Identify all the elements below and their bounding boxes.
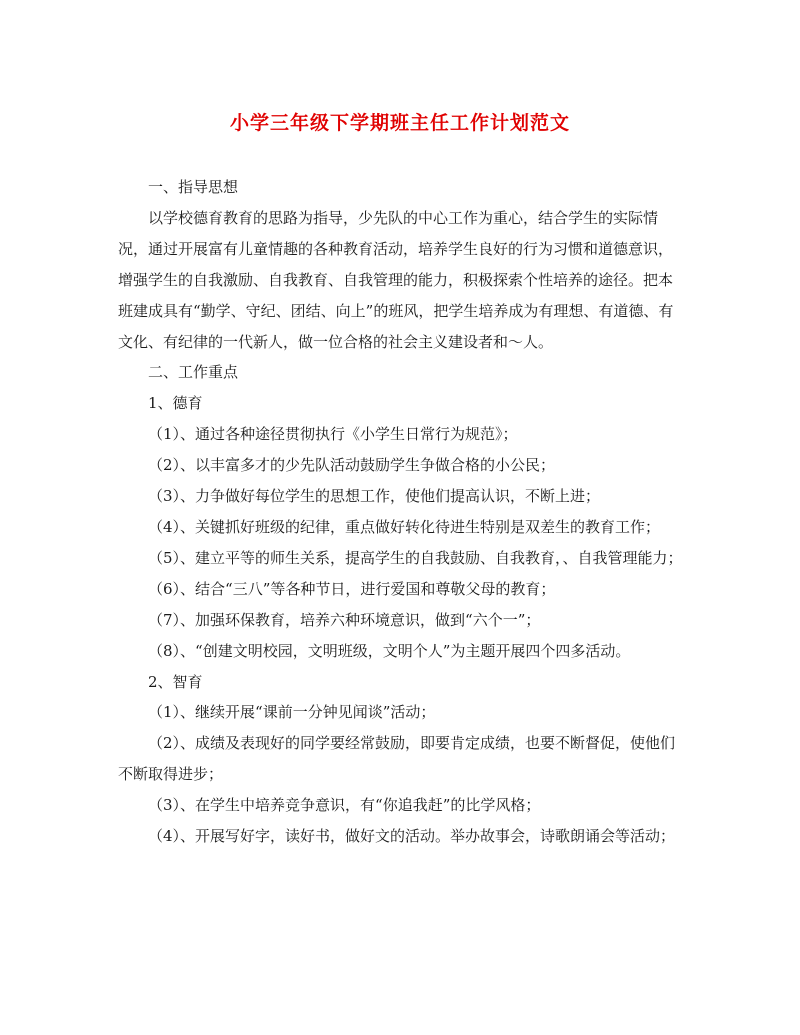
list-item: （8）、“创建文明校园，文明班级，文明个人”为主题开展四个四多活动。	[148, 641, 631, 660]
list-item: （5）、建立平等的师生关系，提高学生的自我鼓励、自我教育，、自我管理能力；	[148, 548, 683, 567]
subsection-heading-intellectual-education: 2、智育	[148, 672, 203, 691]
section-heading-work-focus: 二、工作重点	[148, 363, 239, 382]
section-heading-guiding-thought: 一、指导思想	[148, 178, 239, 196]
list-item: （3）、在学生中培养竞争意识，有“你追我赶”的比学风格；	[148, 796, 541, 815]
list-item: （1）、继续开展“课前一分钟见闻谈”活动；	[148, 703, 436, 722]
list-item: （2）、成绩及表现好的同学要经常鼓励，即要肯定成绩，也要不断督促，使他们不断取得进步；	[118, 734, 676, 784]
document-body	[118, 172, 683, 852]
list-item: （6）、结合“三八”等各种节日，进行爱国和尊敬父母的教育；	[148, 579, 556, 598]
list-item: （4）、开展写好字，读好书，做好文的活动。举办故事会，诗歌朗诵会等活动；	[148, 827, 676, 846]
list-item: （1）、通过各种途径贯彻执行《小学生日常行为规范》；	[148, 425, 518, 444]
list-item: （3）、力争做好每位学生的思想工作，使他们提高认识，不断上进；	[148, 487, 601, 506]
list-item: （2）、以丰富多才的少先队活动鼓励学生争做合格的小公民；	[148, 456, 556, 475]
subsection-heading-moral-education: 1、德育	[148, 394, 203, 413]
paragraph-guiding-thought: 以学校德育教育的思路为指导，少先队的中心工作为重心，结合学生的实际情况，通过开展富有儿童情趣的各种教育活动，培养学生良好的行为习惯和道德意识，增强学生的自我激励、自我教育、自我管理的能力，积极探索个性培养的途径。把本班建成具有“勤学、守纪、团结、向上”的班风，把学生培养成为有理想、有道德、有文化、有纪律的一代新人，做一位合格的社会主义建设者和～人。	[118, 208, 674, 351]
document-title: 小学三年级下学期班主任工作计划范文	[229, 112, 570, 134]
list-item: （4）、关键抓好班级的纪律，重点做好转化待进生特别是双差生的教育工作；	[148, 517, 661, 536]
list-item: （7）、加强环保教育，培养六种环境意识，做到“六个一”；	[148, 610, 541, 629]
